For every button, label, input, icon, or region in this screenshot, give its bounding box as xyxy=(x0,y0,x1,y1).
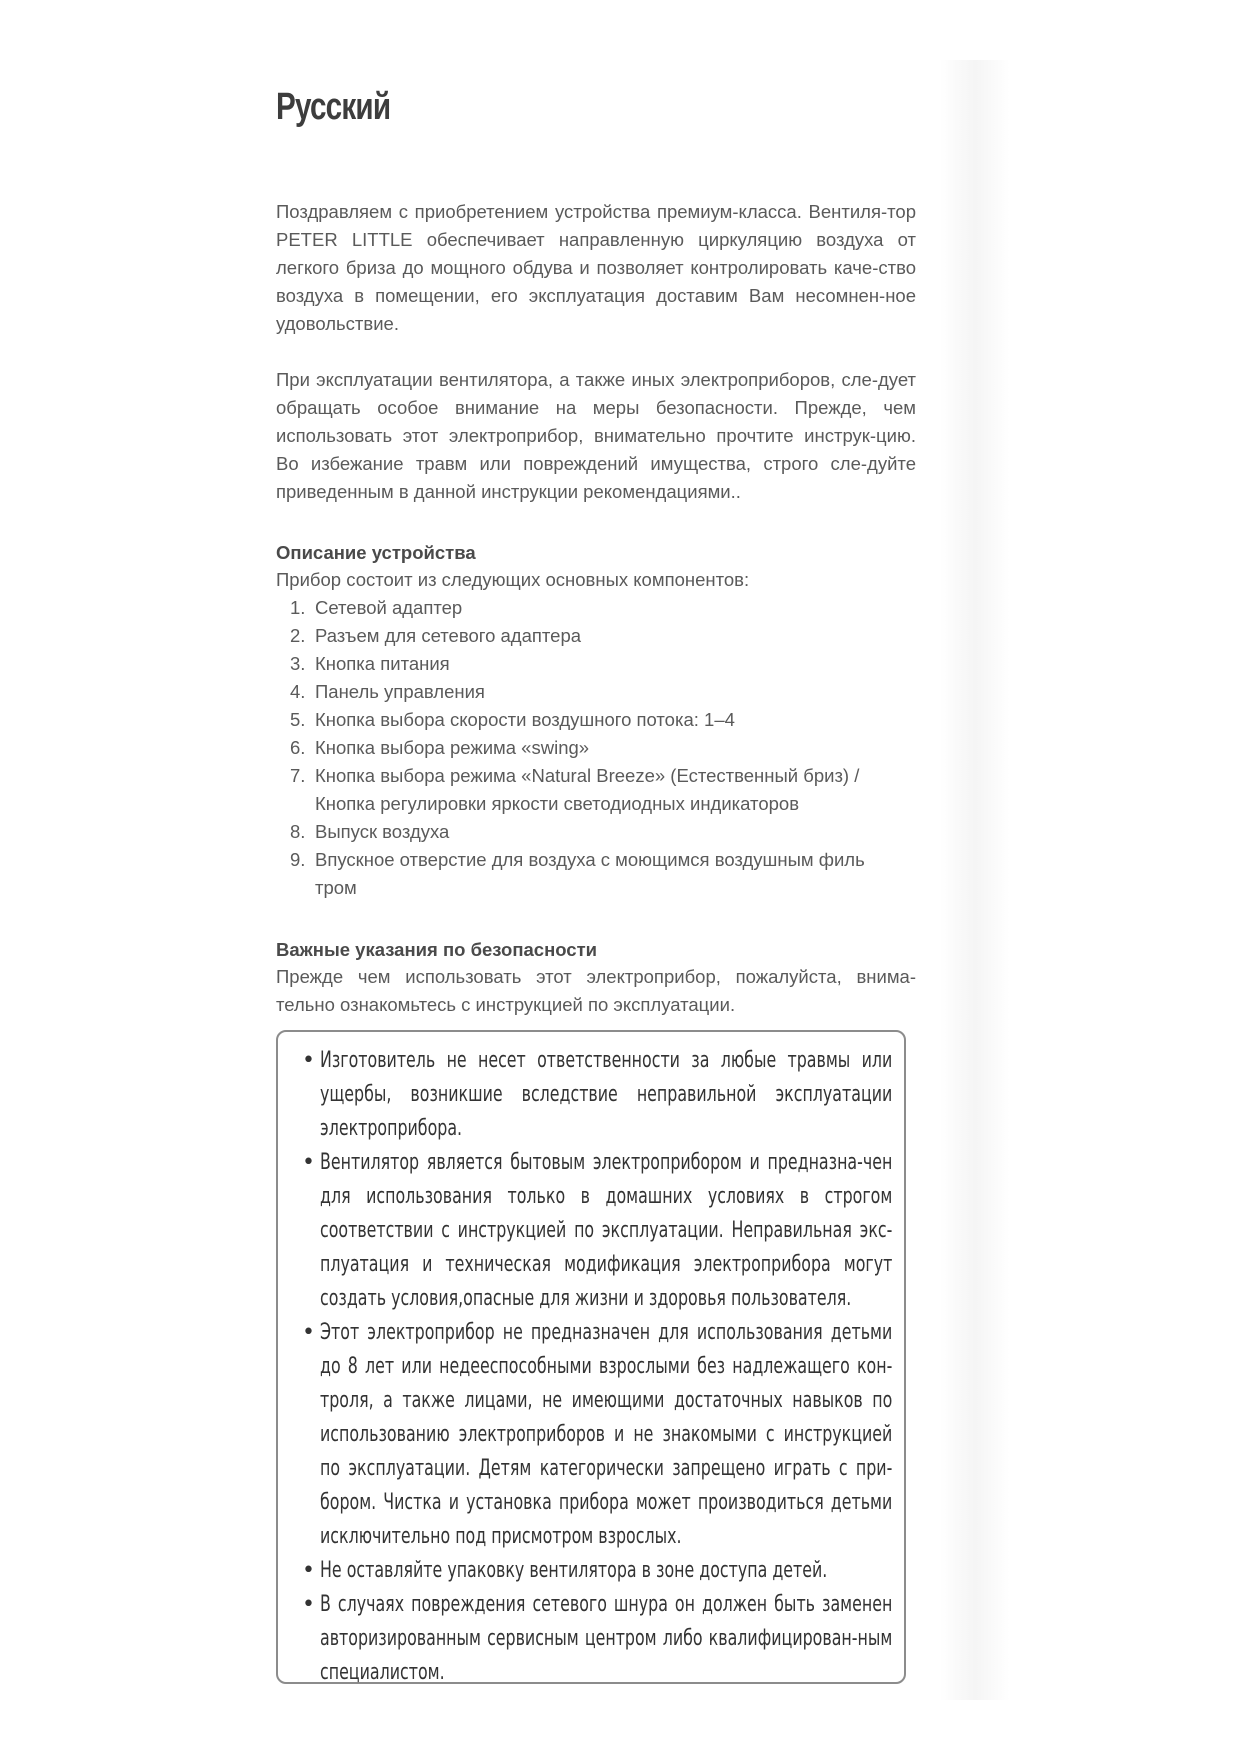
warning-text: Изготовитель не несет ответственности за любые травмы или ущербы, возникшие вследствие неправильной эксплуатации электроприбора. xyxy=(320,1048,893,1141)
item-text: Выпуск воздуха xyxy=(315,821,450,842)
list-item xyxy=(290,650,910,678)
item-number: 5. xyxy=(290,709,306,730)
bullet-icon: • xyxy=(302,1558,315,1583)
item-text: Разъем для сетевого адаптера xyxy=(315,625,582,646)
list-item xyxy=(290,734,910,762)
warning-item xyxy=(278,1316,904,1554)
item-text: Сетевой адаптер xyxy=(315,597,463,618)
item-text: Кнопка питания xyxy=(315,653,450,674)
warnings-list xyxy=(278,1044,904,1690)
warning-text: Не оставляйте упаковку вентилятора в зоне доступа детей. xyxy=(320,1558,828,1583)
item-number: 7. xyxy=(290,765,306,786)
item-text: Впускное отверстие для воздуха с моющимся воздушным филь тром xyxy=(315,849,865,898)
bullet-icon: • xyxy=(302,1320,315,1345)
warning-item xyxy=(278,1146,904,1316)
item-text: Кнопка выбора режима «Natural Breeze» (Естественный бриз) / Кнопка регулировки яркости светодиодных индикаторов xyxy=(315,765,860,814)
item-number: 9. xyxy=(290,849,306,870)
item-number: 2. xyxy=(290,625,306,646)
warning-text: В случаях повреждения сетевого шнура он должен быть заменен авторизированным сервисным центром либо квалифицирован-ным специалистом. xyxy=(320,1592,893,1685)
warning-text: Этот электроприбор не предназначен для использования детьми до 8 лет или недееспособными взрослыми без надлежащего кон-троля, а также лицами, не имеющими достаточных навыков по использованию электроприборов и не знакомыми с инструкцией по эксплуатации. Детям категорически запрещено играть с при-бором. Чистка и установка прибора может производиться детьми исключительно под присмотром взрослых. xyxy=(320,1320,893,1549)
bullet-icon: • xyxy=(302,1592,315,1617)
list-item xyxy=(290,622,910,650)
warning-item xyxy=(278,1588,904,1690)
warning-box xyxy=(276,1030,906,1684)
item-number: 1. xyxy=(290,597,306,618)
safety-intro: Прежде чем использовать этот электроприбор, пожалуйста, внима-тельно ознакомьтесь с инструкцией по эксплуатации. xyxy=(276,966,916,1015)
list-item xyxy=(290,846,910,902)
item-text: Кнопка выбора скорости воздушного потока: 1–4 xyxy=(315,709,735,730)
warning-text: Вентилятор является бытовым электроприбором и предназна-чен для использования только в домашних условиях в строгом соответствии с инструкцией по эксплуатации. Неправильная экс-плуатация и техническая модификация электроприбора могут создать условия,опасные для жизни и здоровья пользователя. xyxy=(320,1150,893,1311)
page-title: Русский xyxy=(276,86,391,128)
item-number: 4. xyxy=(290,681,306,702)
item-number: 8. xyxy=(290,821,306,842)
bullet-icon: • xyxy=(302,1048,315,1073)
list-item xyxy=(290,706,910,734)
list-item xyxy=(290,678,910,706)
item-text: Панель управления xyxy=(315,681,485,702)
components-list xyxy=(290,594,910,902)
bullet-icon: • xyxy=(302,1150,315,1175)
page-shading xyxy=(940,60,1010,1700)
item-number: 3. xyxy=(290,653,306,674)
warning-item xyxy=(278,1044,904,1146)
description-heading: Описание устройства xyxy=(276,542,476,563)
item-text: Кнопка выбора режима «swing» xyxy=(315,737,590,758)
intro-paragraph: Поздравляем с приобретением устройства премиум-класса. Вентиля-тор PETER LITTLE обеспечивает направленную циркуляцию воздуха от легкого бриза до мощного обдува и позволяет контролировать каче-ство воздуха в помещении, его эксплуатация доставим Вам несомнен-ное удовольствие. xyxy=(276,201,916,334)
list-item xyxy=(290,594,910,622)
description-intro: Прибор состоит из следующих основных компонентов: xyxy=(276,569,750,590)
list-item xyxy=(290,818,910,846)
safety-heading: Важные указания по безопасности xyxy=(276,939,598,960)
item-number: 6. xyxy=(290,737,306,758)
safety-notice-paragraph: При эксплуатации вентилятора, а также иных электроприборов, сле-дует обращать особое внимание на меры безопасности. Прежде, чем использовать этот электроприбор, внимательно прочтите инструк-цию. Во избежание травм или повреждений имущества, строго сле-дуйте приведенным в данной инструкции рекомендациями.. xyxy=(276,369,916,502)
list-item xyxy=(290,762,910,818)
warning-item xyxy=(278,1554,904,1588)
